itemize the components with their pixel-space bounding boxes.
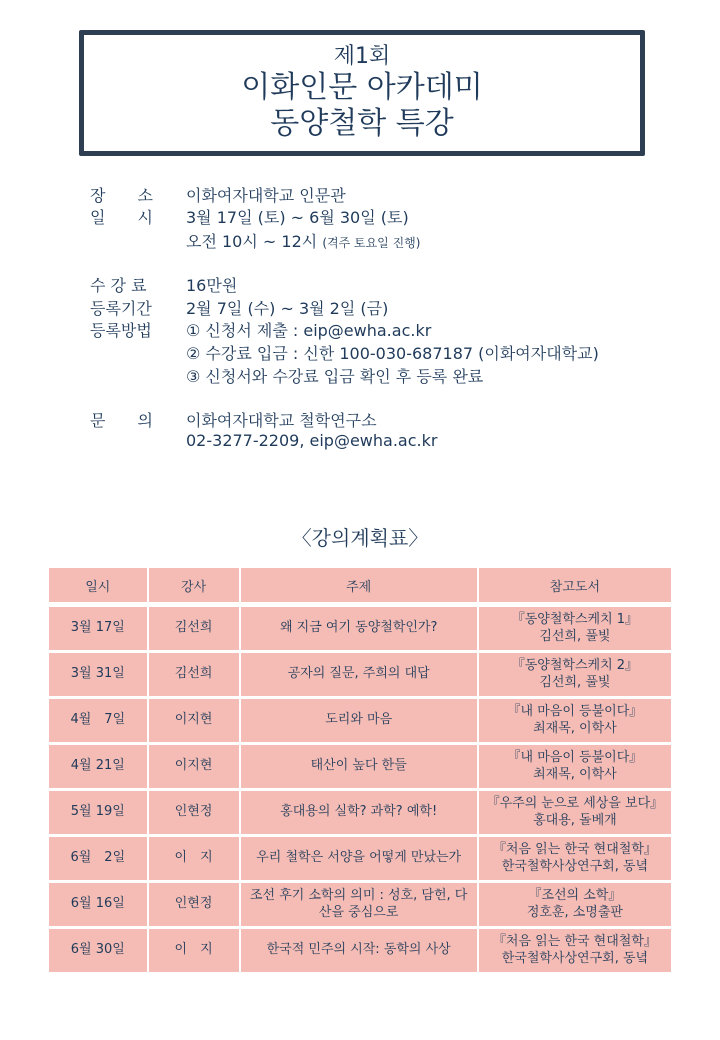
info-section [90,183,690,463]
row-date: 6월 2일 [49,837,149,883]
fee-label: 수 강 료 [90,276,147,295]
row-date: 4월 21일 [49,745,149,791]
row-lecturer: 이지현 [149,699,241,745]
row-publisher: 정호훈, 소명출판 [526,904,623,920]
table-row [49,883,671,929]
place-value: 이화여자대학교 인문관 [186,186,346,205]
row-book-cell [479,837,671,883]
row-book: 『동양철학스케치 2』 [511,657,639,673]
row-topic: 왜 지금 여기 동양철학인가? [241,607,479,653]
title-box [79,30,645,156]
row-publisher: 최재목, 이학사 [533,766,617,782]
row-book: 『내 마음이 등불이다』 [507,703,643,719]
row-book: 『동양철학스케치 1』 [511,611,639,627]
place-label: 장 소 [90,186,153,205]
table-header-row [49,568,671,607]
row-date: 6월 30일 [49,929,149,975]
table-row [49,791,671,837]
contact-label: 문 의 [90,411,153,430]
row-lecturer: 김선희 [149,653,241,699]
period-value: 2월 7일 (수) ~ 3월 2일 (금) [186,299,389,318]
contact-org: 이화여자대학교 철학연구소 [186,411,377,430]
method-label: 등록방법 [90,321,152,340]
row-book: 『조선의 소학』 [528,887,622,903]
row-date: 3월 31일 [49,653,149,699]
row-date: 6월 16일 [49,883,149,929]
schedule-title: 〈강의계획표〉 [291,526,429,550]
row-book-cell [479,745,671,791]
row-topic: 한국적 민주의 시작: 동학의 사상 [241,929,479,975]
row-topic: 태산이 높다 한들 [241,745,479,791]
table-row [49,699,671,745]
method-step-1: ① 신청서 제출 : eip@ewha.ac.kr [186,321,432,340]
date-value: 3월 17일 (토) ~ 6월 30일 (토) [186,208,409,227]
method-step-3: ③ 신청서와 수강료 입금 확인 후 등록 완료 [186,367,484,386]
row-lecturer: 이 지 [149,929,241,975]
lecture-title: 동양철학 특강 [270,106,454,142]
row-publisher: 홍대용, 돌베개 [533,812,617,828]
time-value: 오전 10시 ~ 12시 [186,232,318,251]
table-row [49,653,671,699]
row-book: 『내 마음이 등불이다』 [507,749,643,765]
row-publisher: 한국철학사상연구회, 동녘 [501,950,649,966]
row-lecturer: 이 지 [149,837,241,883]
header-lecturer: 강사 [149,568,241,607]
row-lecturer: 인현정 [149,791,241,837]
row-topic: 도리와 마음 [241,699,479,745]
header-book: 참고도서 [479,568,671,607]
row-book: 『처음 읽는 한국 현대철학』 [492,841,657,857]
row-lecturer: 김선희 [149,607,241,653]
row-book-cell [479,791,671,837]
row-book-cell [479,607,671,653]
row-topic: 우리 철학은 서양을 어떻게 만났는가 [241,837,479,883]
row-publisher: 최재목, 이학사 [533,720,617,736]
time-note: (격주 토요일 진행) [322,236,421,250]
row-book-cell [479,883,671,929]
table-row [49,837,671,883]
academy-title: 이화인문 아카데미 [241,70,483,106]
row-date: 5월 19일 [49,791,149,837]
row-publisher: 한국철학사상연구회, 동녘 [501,858,649,874]
row-book-cell [479,653,671,699]
row-publisher: 김선희, 풀빛 [539,628,611,644]
header-topic: 주제 [241,568,479,607]
row-topic: 홍대용의 실학? 과학? 예학! [241,791,479,837]
row-lecturer: 이지현 [149,745,241,791]
row-topic: 조선 후기 소학의 의미 : 성호, 담헌, 다산을 중심으로 [241,883,479,929]
row-publisher: 김선희, 풀빛 [539,674,611,690]
fee-value: 16만원 [186,276,238,295]
row-date: 4월 7일 [49,699,149,745]
row-book: 『처음 읽는 한국 현대철학』 [492,933,657,949]
period-label: 등록기간 [90,299,152,318]
header-date: 일시 [49,568,149,607]
table-row [49,929,671,975]
method-step-2: ② 수강료 입금 : 신한 100-030-687187 (이화여자대학교) [186,344,599,363]
row-book-cell [479,929,671,975]
row-date: 3월 17일 [49,607,149,653]
schedule-table [49,568,671,975]
time-line [186,229,420,252]
table-row [49,607,671,653]
row-book-cell [479,699,671,745]
contact-detail: 02-3277-2209, eip@ewha.ac.kr [186,431,438,450]
row-topic: 공자의 질문, 주희의 대답 [241,653,479,699]
edition-label: 제1회 [333,43,391,69]
row-book: 『우주의 눈으로 세상을 보다』 [486,795,664,811]
table-row [49,745,671,791]
date-label: 일 시 [90,208,153,227]
row-lecturer: 인현정 [149,883,241,929]
